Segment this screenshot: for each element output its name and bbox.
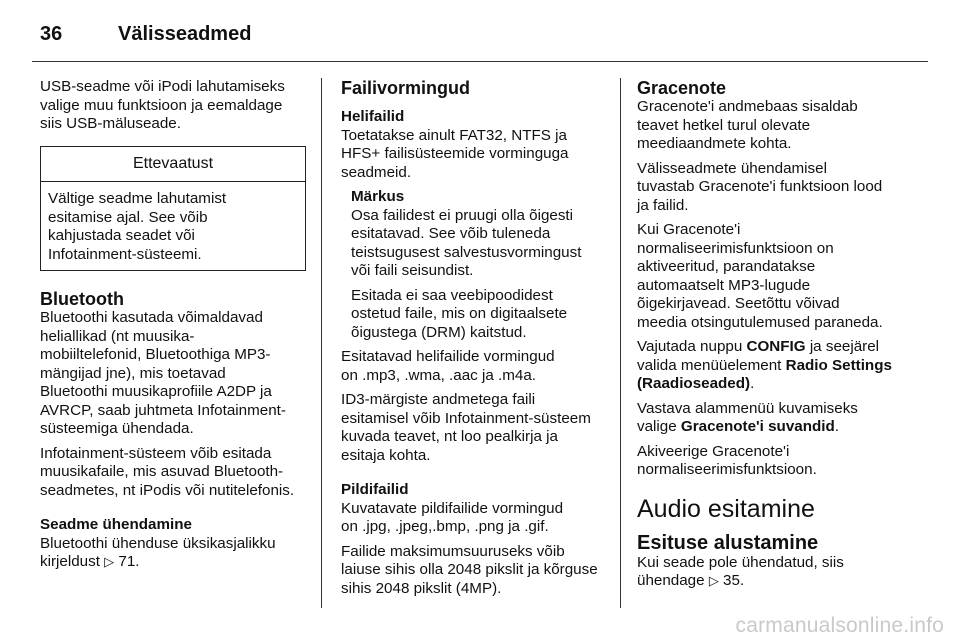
caution-text: Vältige seadme lahutamist esitamise ajal. See võib kahjustada seadet või Infotainment-süsteemi. bbox=[48, 190, 227, 263]
audio-playback-heading: Audio esitamine bbox=[637, 494, 815, 523]
image-paragraph: Failide maksimumsuuruseks võib laiuse sihis olla 2048 pikslit ja kõrguse sihis 2048 pikslit (4MP). bbox=[341, 542, 598, 597]
gracenote-paragraph: Gracenote'i andmebaas sisaldab teavet hetkel turul olevate meediaandmete kohta. bbox=[637, 98, 858, 152]
gracenote-paragraph: Kui Gracenote'i normaliseerimisfunktsioon on aktiveeritud, parandatakse automaatselt MP3-lugude õigekirjavead. Seetõttu võivad meedia otsingutulemused paraneda. bbox=[637, 221, 883, 331]
note-block bbox=[351, 188, 609, 342]
start-playback-heading: Esituse alustamine bbox=[637, 531, 819, 554]
image-paragraph: Kuvatavate pildifailide vormingud on .jpg, .jpeg,.bmp, .png ja .gif. bbox=[341, 499, 564, 535]
file-formats-heading: Failivormingud bbox=[341, 78, 471, 98]
column-2 bbox=[341, 78, 609, 604]
audio-paragraph: ID3-märgiste andmetega faili esitamisel võib Infotainment-süsteem kuvada teavet, nt loo pealkirja ja esitaja kohta. bbox=[341, 391, 591, 464]
gracenote-paragraph: Akiveerige Gracenote'i normaliseerimisfunktsioon. bbox=[637, 442, 817, 478]
watermark: carmanualsonline.info bbox=[735, 614, 944, 637]
bluetooth-paragraph: Infotainment-süsteem võib esitada muusikafaile, mis asuvad Bluetooth- seadmetes, nt iPodis või nutitelefonis. bbox=[40, 444, 295, 499]
column-3 bbox=[637, 78, 907, 597]
arrow-reference-icon: ▷ bbox=[104, 554, 115, 569]
page-reference-link[interactable]: 35. bbox=[723, 572, 745, 589]
caution-box bbox=[40, 146, 306, 272]
radio-settings-label: Radio Settings bbox=[785, 356, 892, 374]
column-divider bbox=[620, 78, 621, 608]
gracenote-options-label: Gracenote'i suvandid bbox=[680, 418, 835, 435]
start-paragraph: Kui seade pole ühendatud, siis ühendage ▷ 35. bbox=[637, 553, 844, 589]
gracenote-heading: Gracenote bbox=[637, 78, 727, 98]
column-1 bbox=[40, 78, 306, 578]
arrow-reference-icon: ▷ bbox=[708, 573, 719, 588]
page-header bbox=[40, 16, 251, 52]
note-paragraph: Esitada ei saa veebipoodidest ostetud faile, mis on digitaalsete õigustega (DRM) kaitstud. bbox=[351, 286, 568, 341]
connect-heading: Seadme ühendamine bbox=[40, 516, 192, 533]
header-rule bbox=[32, 61, 928, 62]
column-divider bbox=[321, 78, 322, 608]
note-label: Märkus bbox=[351, 188, 405, 205]
gracenote-paragraph: Välisseadmete ühendamisel tuvastab Gracenote'i funktsioon lood ja failid. bbox=[637, 159, 883, 214]
gracenote-paragraph: Vastava alammenüü kuvamiseks valige Gracenote'i suvandid. bbox=[637, 399, 858, 435]
bluetooth-paragraph: Bluetoothi kasutada võimaldavad heliallikad (nt muusika- mobiiltelefonid, Bluetoothiga MP3- mängijad jne), mis toetavad Bluetoothi muusikaprofiile A2DP ja AVRCP, saab juhtmeta Infotainment- süsteemiga ühendada. bbox=[40, 309, 286, 437]
connect-paragraph: Bluetoothi ühenduse üksikasjalikku kirjeldust ▷ 71. bbox=[40, 534, 276, 570]
page-reference-link[interactable]: 71. bbox=[118, 553, 140, 570]
image-files-subheading: Pildifailid bbox=[341, 481, 409, 498]
audio-files-subheading: Helifailid bbox=[341, 108, 405, 125]
audio-paragraph: Toetatakse ainult FAT32, NTFS ja HFS+ failisüsteemide vorminguga seadmeid. bbox=[341, 126, 569, 181]
note-paragraph: Osa failidest ei pruugi olla õigesti esitatavad. See võib tuleneda teistsugusest salvestusvormingust või faili seisundist. bbox=[351, 206, 582, 279]
intro-paragraph: USB-seadme või iPodi lahutamiseks valige muu funktsioon ja eemaldage siis USB-mäluseade. bbox=[40, 78, 285, 132]
config-button-label: CONFIG bbox=[746, 338, 806, 355]
chapter-title: Välisseadmed bbox=[118, 22, 252, 45]
caution-title: Ettevaatust bbox=[41, 147, 305, 183]
page-number: 36 bbox=[40, 22, 63, 45]
bluetooth-heading: Bluetooth bbox=[40, 289, 124, 309]
audio-paragraph: Esitatavad helifailide vormingud on .mp3, .wma, .aac ja .m4a. bbox=[341, 348, 555, 384]
gracenote-paragraph: Vajutada nuppu CONFIG ja seejärel valida menüüelement Radio Settings (Raadioseaded). bbox=[637, 338, 892, 392]
